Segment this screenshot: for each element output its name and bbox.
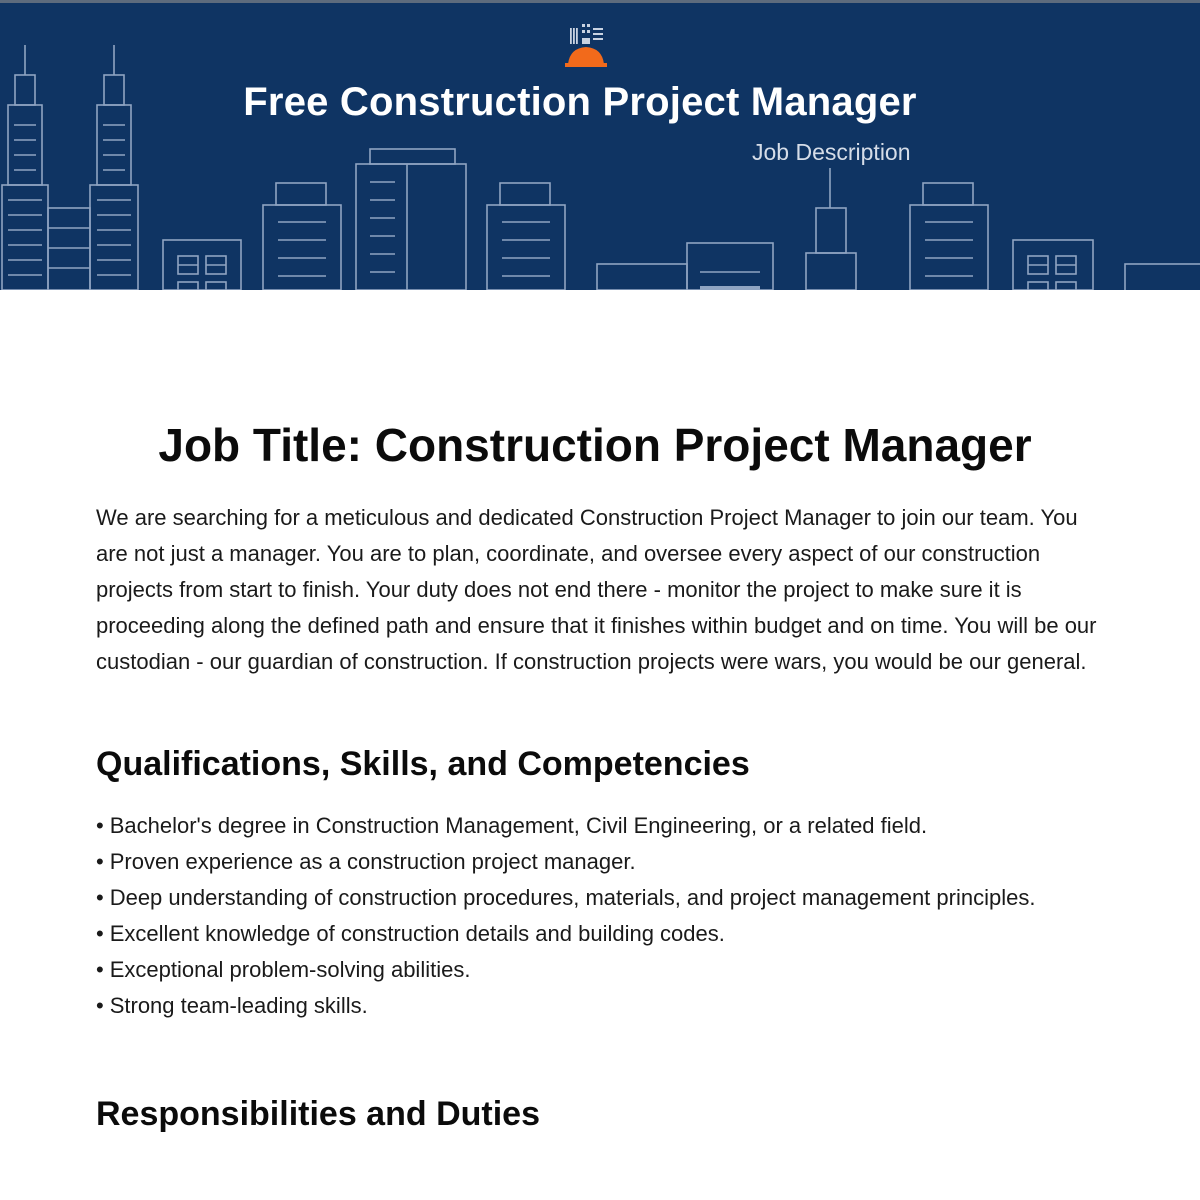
hardhat-building-logo-icon [562,22,610,70]
header-banner [0,0,1200,290]
intro-paragraph: We are searching for a meticulous and dedicated Construction Project Manager to join our team. You are not just a manager. You are to plan, coordinate, and oversee every aspect of our construction projects from start to finish. Your duty does not end there - monitor the project to make sure it is proceeding along the defined path and ensure that it finishes within budget and on time. You will be our custodian - our guardian of construction. If construction projects were wars, you would be our general. [96,505,1097,674]
banner-title: Free Construction Project Manager [243,80,917,124]
responsibilities-heading: Responsibilities and Duties [96,1095,540,1133]
list-item: • Deep understanding of construction procedures, materials, and project management principles. [96,880,1104,916]
job-title-heading: Job Title: Construction Project Manager [158,419,1032,471]
job-description-body [96,410,1104,1136]
list-item: • Excellent knowledge of construction details and building codes. [96,916,1104,952]
list-item: • Bachelor's degree in Construction Management, Civil Engineering, or a related field. [96,808,1104,844]
qualifications-heading: Qualifications, Skills, and Competencies [96,745,750,783]
banner-subtitle: Job Description [752,139,911,165]
list-item: • Strong team-leading skills. [96,988,1104,1024]
list-item: • Exceptional problem-solving abilities. [96,952,1104,988]
list-item: • Proven experience as a construction project manager. [96,844,1104,880]
qualifications-list [96,808,1104,1024]
